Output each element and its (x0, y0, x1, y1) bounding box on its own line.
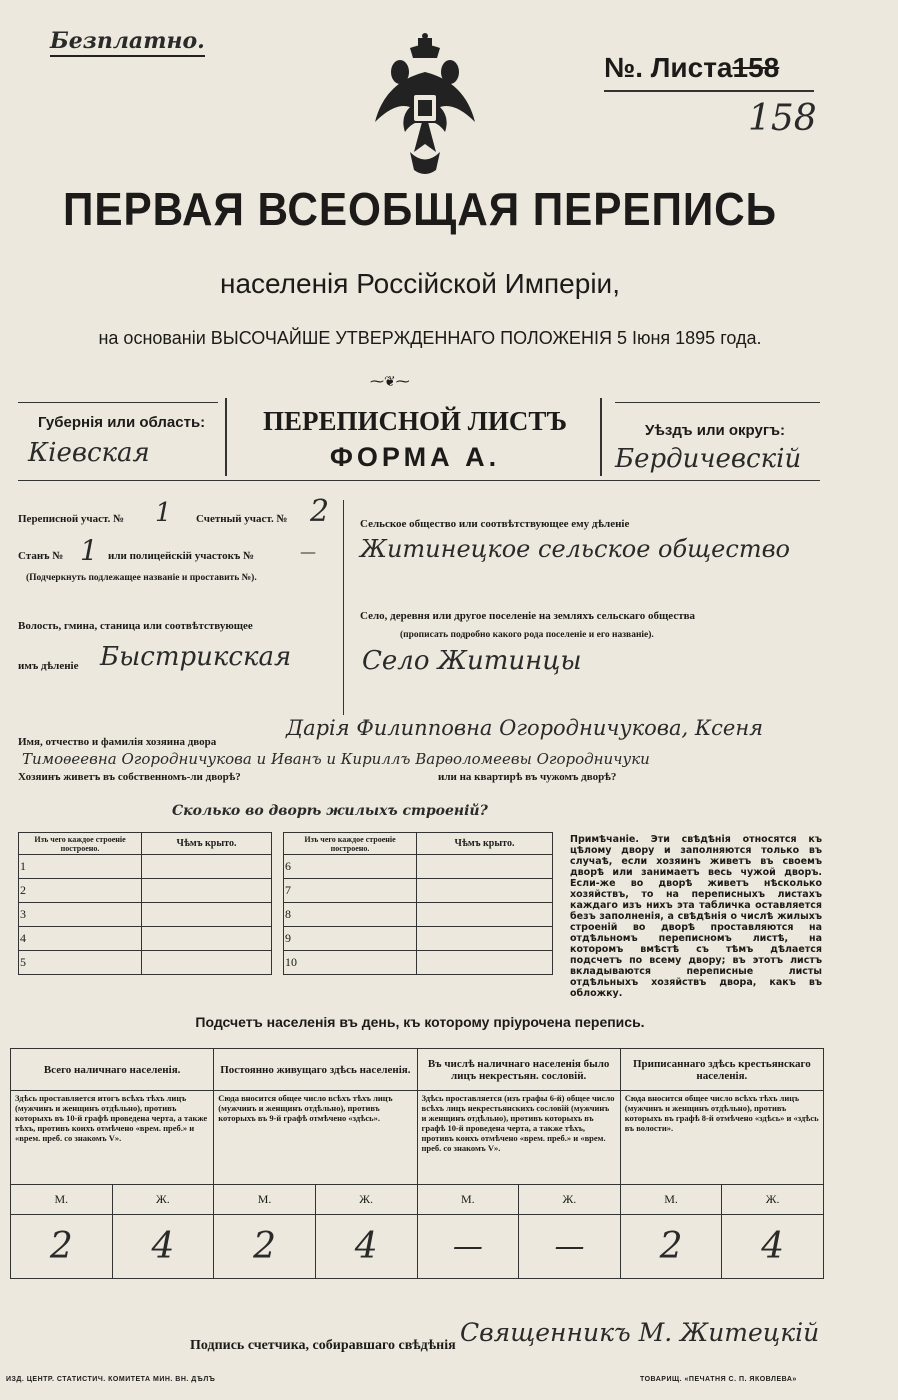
row-number: 4 (19, 927, 142, 951)
buildings-table-left (18, 832, 272, 975)
form-name: ФОРМА А. (329, 442, 501, 472)
count-desc-3: Здѣсь проставляется (изъ графы 6-й) общее число всѣхъ лицъ некрестьянскихъ сословій (мужчинъ и женщинъ отдѣльно), противъ которыхъ въ графѣ 10-й проведена черта, а также тѣхъ, противъ коихъ отмѣчено «врем. преб.» и «врем. преб. со знакомъ V». (417, 1091, 620, 1185)
village-note: (прописать подробно какого рода поселеніе и его названіе). (400, 630, 654, 640)
count-head-1: Всего наличнаго населенія. (11, 1049, 214, 1091)
sheet-number-underline (604, 90, 814, 92)
row-number: 2 (19, 879, 142, 903)
double-headed-eagle-emblem (370, 32, 480, 182)
village-value: Село Житинцы (362, 646, 582, 676)
count-area-label: Счетный участ. № (196, 513, 288, 525)
divider (615, 402, 820, 403)
sheet-number-text: №. Листа (604, 52, 733, 83)
row-number: 6 (284, 855, 417, 879)
list-title: ПЕРЕПИСНОЙ ЛИСТЪ (262, 406, 568, 436)
free-label: Безплатно. (50, 28, 205, 57)
stan-note: (Подчеркнуть подлежащее названіе и проставить №). (26, 573, 257, 583)
row-number: 7 (284, 879, 417, 903)
row-number: 3 (19, 903, 142, 927)
uezd-label: Уѣздъ или округъ: (645, 422, 786, 439)
form-basis-line: на основаніи ВЫСОЧАЙШЕ УТВЕРЖДЕННАГО ПОЛОЖЕНІЯ 5 Іюня 1895 года. (98, 328, 762, 348)
count-title: Подсчетъ населенія въ день, къ которому пріурочена перепись. (195, 1014, 645, 1030)
owner-or-label: или на квартирѣ въ чужомъ дворѣ? (438, 771, 617, 783)
count-value-f-2: 4 (315, 1215, 417, 1279)
note-title: Примѣчаніе. (570, 834, 639, 845)
count-area-value: 2 (310, 494, 330, 529)
volost-label-2: имъ дѣленіе (18, 660, 79, 672)
count-desc-4: Сюда вносится общее число всѣхъ тѣхъ лицъ (мужчинъ и женщинъ отдѣльно), противъ которыхъ въ графѣ 8-й отмѣчено «здѣсь» и «здѣсь въ волости». (620, 1091, 823, 1185)
stan-label: Станъ № (18, 550, 64, 562)
buildings-table-right (283, 832, 553, 975)
count-value-m-3: — (417, 1215, 519, 1279)
count-head-2: Постоянно живущаго здѣсь населенія. (214, 1049, 417, 1091)
sheet-number-struck: 158 (732, 52, 780, 83)
stan-value: 1 (80, 534, 98, 567)
signature-label: Подпись счетчика, собиравшаго свѣдѣнія (190, 1338, 456, 1353)
divider (343, 500, 344, 715)
row-number: 5 (19, 951, 142, 975)
m-label: М. (214, 1185, 316, 1215)
count-value-f-3: — (519, 1215, 621, 1279)
society-label: Сельское общество или соотвѣтствующее ему дѣленіе (360, 518, 630, 530)
row-number: 1 (19, 855, 142, 879)
count-value-f-1: 4 (112, 1215, 214, 1279)
note-text: Эти свѣдѣнія относятся къ цѣлому двору и заполняются только въ случаѣ, если хозяинъ живетъ въ своемъ дворѣ или занимаетъ весь чужой дворъ. Если-же во дворѣ живетъ нѣсколько хозяйствъ, то на переписныхъ листахъ каждаго изъ нихъ эта табличка оставляется безъ заполненія, а свѣдѣнія о числѣ жилыхъ строеній во дворѣ проставляются на отдѣльномъ переписномъ листѣ, на которомъ вмѣстѣ съ тѣмъ дѣлается подсчетъ по всему двору; въ этотъ листъ вкладываются переписные листы отдѣльныхъ хозяйствъ двора, какъ въ обложку. (570, 834, 822, 999)
count-value-m-1: 2 (11, 1215, 113, 1279)
divider (600, 398, 602, 476)
divider (18, 402, 218, 403)
buildings-title: Сколько во дворѣ жилыхъ строеній? (172, 803, 488, 819)
uezd-value: Бердичевскій (615, 444, 802, 474)
count-desc-2: Сюда вносится общее число всѣхъ тѣхъ лицъ (мужчинъ и женщинъ отдѣльно), противъ которыхъ въ 9-й графѣ отмѣчено «здѣсь». (214, 1091, 417, 1185)
m-label: М. (620, 1185, 722, 1215)
divider (225, 398, 227, 476)
count-desc-1: Здѣсь проставляется итогъ всѣхъ тѣхъ лицъ (мужчинъ и женщинъ отдѣльно), противъ которыхъ въ 10-й графѣ проведена черта, а также тѣхъ, противъ коихъ отмѣчено «врем. преб.» и «врем. преб. со знакомъ V». (11, 1091, 214, 1185)
f-label: Ж. (722, 1185, 824, 1215)
row-number: 8 (284, 903, 417, 927)
village-label: Село, деревня или другое поселеніе на земляхъ сельскаго общества (360, 610, 696, 622)
count-head-3: Въ числѣ наличнаго населенія было лицъ некрестьян. сословій. (417, 1049, 620, 1091)
row-number: 9 (284, 927, 417, 951)
sheet-number-handwritten: 158 (748, 98, 817, 139)
owner-name-label: Имя, отчество и фамилія хозяина двора (18, 736, 217, 748)
owner-name-line-2: Тимоѳеевна Огородничукова и Иванъ и Кириллъ Варѳоломеевы Огородничуки (22, 750, 650, 768)
f-label: Ж. (112, 1185, 214, 1215)
volost-label: Волость, гмина, станица или соотвѣтствующее (18, 620, 253, 632)
census-area-value: 1 (155, 498, 172, 528)
footer-publisher: ИЗД. ЦЕНТР. СТАТИСТИЧ. КОМИТЕТА МИН. ВН. ДѢЛЪ (6, 1376, 216, 1383)
count-value-m-4: 2 (620, 1215, 722, 1279)
col-material-header: Изъ чего каждое строеніе построено. (19, 833, 142, 855)
form-subtitle: населенія Россійской Имперіи, (220, 268, 620, 299)
sheet-number-label (604, 52, 779, 84)
volost-value: Быстрикская (100, 642, 292, 672)
f-label: Ж. (315, 1185, 417, 1215)
row-number: 10 (284, 951, 417, 975)
society-value: Житинецкое сельское общество (360, 535, 790, 563)
signature-value: Священникъ М. Житецкій (460, 1318, 820, 1347)
count-value-f-4: 4 (722, 1215, 824, 1279)
m-label: М. (417, 1185, 519, 1215)
f-label: Ж. (519, 1185, 621, 1215)
gubernia-label: Губернія или область: (38, 414, 206, 431)
count-value-m-2: 2 (214, 1215, 316, 1279)
count-head-4: Приписаннаго здѣсь крестьянскаго населенія. (620, 1049, 823, 1091)
count-table (10, 1048, 824, 1279)
police-value: — (300, 542, 316, 561)
ornament-divider: ⁓❦⁓ (370, 375, 410, 390)
divider (18, 480, 820, 481)
form-main-title: ПЕРВАЯ ВСЕОБЩАЯ ПЕРЕПИСЬ (62, 183, 778, 235)
owner-lives-label: Хозяинъ живетъ въ собственномъ-ли дворѣ? (18, 771, 241, 783)
m-label: М. (11, 1185, 113, 1215)
col-roof-header: Чѣмъ крыто. (142, 833, 272, 855)
gubernia-value: Кіевская (28, 438, 150, 468)
census-area-label: Переписной участ. № (18, 513, 125, 525)
col-roof-header: Чѣмъ крыто. (417, 833, 553, 855)
owner-name-line-1: Дарія Филипповна Огородничукова, Ксеня (286, 716, 764, 740)
police-label: или полицейскій участокъ № (108, 550, 255, 562)
col-material-header: Изъ чего каждое строеніе построено. (284, 833, 417, 855)
buildings-note (570, 834, 822, 999)
footer-printer: ТОВАРИЩ. «ПЕЧАТНЯ С. П. ЯКОВЛЕВА» (640, 1376, 797, 1383)
